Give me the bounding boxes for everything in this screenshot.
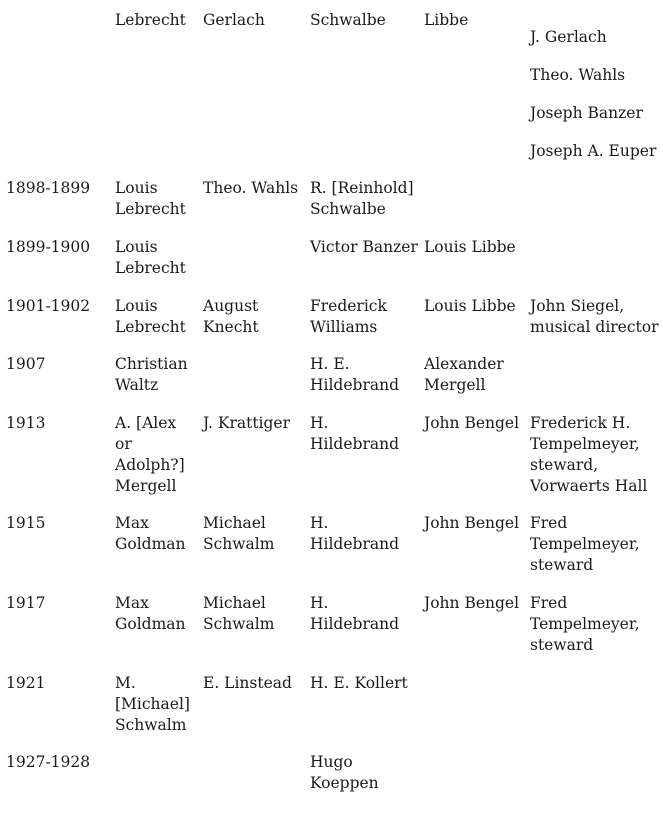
row-cell: John Bengel bbox=[424, 594, 520, 612]
row-cell: Louis Libbe bbox=[424, 297, 516, 315]
row-year: 1915 bbox=[6, 514, 46, 532]
row-cell: H. Hildebrand bbox=[310, 414, 400, 453]
row-cell: H. E. Kollert bbox=[310, 674, 408, 692]
row-cell: Louis Lebrecht bbox=[115, 297, 186, 336]
row-cell: Louis Libbe bbox=[424, 238, 516, 256]
header-extra-3: Joseph Banzer bbox=[530, 104, 643, 122]
header-schwalbe: Schwalbe bbox=[310, 11, 386, 29]
row-cell: Louis Lebrecht bbox=[115, 179, 186, 218]
row-cell: Louis Lebrecht bbox=[115, 238, 186, 277]
row-cell: Theo. Wahls bbox=[203, 179, 299, 197]
row-cell: A. [Alex or Adolph?] Mergell bbox=[115, 414, 185, 495]
row-cell: Christian Waltz bbox=[115, 355, 188, 394]
row-cell: John Siegel, musical director bbox=[530, 297, 659, 336]
row-cell: Michael Schwalm bbox=[203, 594, 275, 633]
row-year: 1907 bbox=[6, 355, 46, 373]
header-libbe: Libbe bbox=[424, 11, 469, 29]
row-cell: H. Hildebrand bbox=[310, 514, 400, 553]
row-year: 1899-1900 bbox=[6, 238, 91, 256]
row-cell: H. Hildebrand bbox=[310, 594, 400, 633]
row-cell: Fred Tempelmeyer, steward bbox=[530, 594, 640, 654]
header-extra-4: Joseph A. Euper bbox=[530, 142, 657, 160]
row-cell: R. [Reinhold] Schwalbe bbox=[310, 179, 414, 218]
header-extra-2: Theo. Wahls bbox=[530, 66, 626, 84]
row-year: 1927-1928 bbox=[6, 753, 91, 771]
row-cell: E. Linstead bbox=[203, 674, 292, 692]
row-year: 1921 bbox=[6, 674, 46, 692]
row-cell: Michael Schwalm bbox=[203, 514, 275, 553]
row-year: 1913 bbox=[6, 414, 46, 432]
header-gerlach: Gerlach bbox=[203, 11, 265, 29]
row-cell: John Bengel bbox=[424, 414, 520, 432]
row-cell: J. Krattiger bbox=[203, 414, 291, 432]
row-cell: Max Goldman bbox=[115, 514, 186, 553]
row-cell: Frederick H. Tempelmeyer, steward, Vorwaerts Hall bbox=[530, 414, 648, 495]
header-extra-1: J. Gerlach bbox=[530, 28, 607, 46]
row-cell: Fred Tempelmeyer, steward bbox=[530, 514, 640, 574]
row-cell: M. [Michael] Schwalm bbox=[115, 674, 190, 734]
row-year: 1917 bbox=[6, 594, 46, 612]
row-cell: H. E. Hildebrand bbox=[310, 355, 400, 394]
row-cell: August Knecht bbox=[203, 297, 259, 336]
header-lebrecht: Lebrecht bbox=[115, 11, 186, 29]
row-cell: Max Goldman bbox=[115, 594, 186, 633]
row-cell: Alexander Mergell bbox=[424, 355, 504, 394]
row-year: 1898-1899 bbox=[6, 179, 91, 197]
row-cell: Frederick Williams bbox=[310, 297, 387, 336]
row-cell: Victor Banzer bbox=[310, 238, 418, 256]
row-cell: John Bengel bbox=[424, 514, 520, 532]
row-year: 1901-1902 bbox=[6, 297, 91, 315]
row-cell: Hugo Koeppen bbox=[310, 753, 379, 792]
